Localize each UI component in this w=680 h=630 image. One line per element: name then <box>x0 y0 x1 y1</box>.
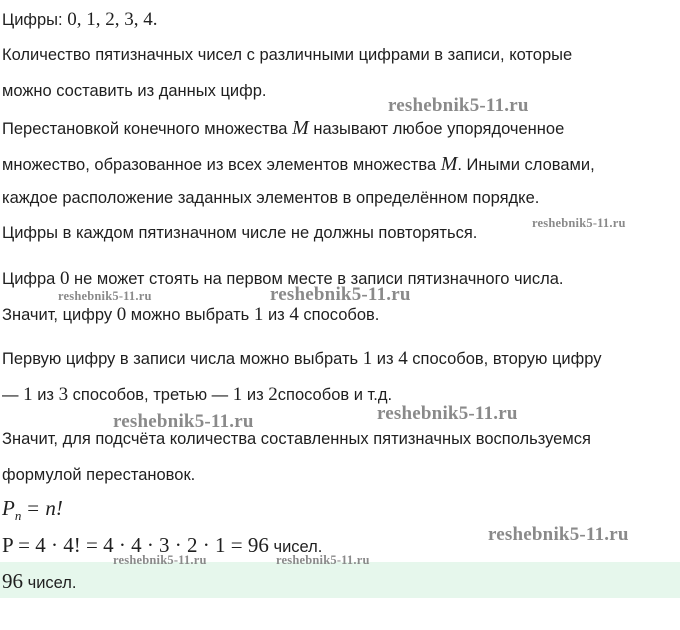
text: Первую цифру в записи числа можно выбрать <box>2 350 359 368</box>
set-symbol: M <box>292 117 309 139</box>
text: из <box>376 350 394 368</box>
text: Значит, цифру <box>2 306 113 324</box>
watermark: reshebnik5-11.ru <box>377 403 518 424</box>
second-digit-line <box>2 384 392 406</box>
set-symbol: M <box>440 153 458 175</box>
watermark: reshebnik5-11.ru <box>488 524 629 545</box>
answer-value: 96 <box>2 569 23 593</box>
formula-subscript: n <box>14 508 22 523</box>
math-number: 1 <box>253 304 264 325</box>
definition-line-3: каждое расположение заданных элементов в определённом порядке. <box>2 189 540 207</box>
text: не может стоять на первом месте в записи пятизначного числа. <box>74 270 564 288</box>
calculation-unit: чисел. <box>273 538 323 556</box>
math-number: 2 <box>268 384 278 405</box>
text: способов, вторую цифру <box>412 350 602 368</box>
calculation-expression: P = 4 · 4! = 4 · 4 · 3 · 2 · 1 = 96 <box>2 533 269 557</box>
math-number: 3 <box>58 384 69 405</box>
math-number: 1 <box>232 384 243 405</box>
digits-line <box>2 9 157 31</box>
formula-rhs: = n! <box>25 496 63 520</box>
no-repeat-line: Цифры в каждом пятизначном числе не должны повторяться. <box>2 224 478 242</box>
definition-text: называют любое упорядоченное <box>313 120 565 138</box>
watermark: reshebnik5-11.ru <box>270 284 411 305</box>
math-number: 1 <box>23 384 33 405</box>
math-number: 4 <box>398 348 408 369</box>
math-number: 1 <box>362 348 373 369</box>
formula-intro-line-1: Значит, для подсчёта количества составленных пятизначных воспользуемся <box>2 430 591 448</box>
zero-choice-line <box>2 304 379 326</box>
question-line-1: Количество пятизначных чисел с различными цифрами в записи, которые <box>2 46 573 64</box>
text: способов, третью — <box>72 386 229 404</box>
answer-line <box>2 569 77 594</box>
watermark: reshebnik5-11.ru <box>388 95 529 116</box>
digits-label: Цифры: <box>2 11 63 29</box>
watermark: reshebnik5-11.ru <box>113 553 207 567</box>
text: — <box>2 386 19 404</box>
question-line-2: можно составить из данных цифр. <box>2 82 267 100</box>
definition-text: Перестановкой конечного множества <box>2 120 288 138</box>
permutation-formula <box>2 496 63 524</box>
math-zero: 0 <box>116 304 127 325</box>
first-digit-line <box>2 348 601 370</box>
definition-text: . Иными словами, <box>457 156 595 174</box>
watermark: reshebnik5-11.ru <box>113 411 254 432</box>
watermark: reshebnik5-11.ru <box>276 553 370 567</box>
text: из <box>37 386 54 404</box>
answer-unit: чисел. <box>27 574 77 592</box>
formula-intro-line-2: формулой перестановок. <box>2 466 196 484</box>
definition-text: множество, образованное из всех элементов множества <box>2 156 437 174</box>
definition-line-1 <box>2 117 564 140</box>
definition-line-2 <box>2 153 595 176</box>
text: Цифра <box>2 270 56 288</box>
text: можно выбрать <box>130 306 250 324</box>
watermark: reshebnik5-11.ru <box>58 289 152 303</box>
text: из <box>246 386 264 404</box>
text: способов и т.д. <box>277 386 393 404</box>
formula-symbol: P <box>2 496 15 520</box>
text: из <box>267 306 285 324</box>
math-number: 4 <box>289 304 299 325</box>
digits-value: 0, 1, 2, 3, 4. <box>67 9 158 30</box>
math-zero: 0 <box>59 268 70 289</box>
text: способов. <box>303 306 380 324</box>
watermark: reshebnik5-11.ru <box>532 216 626 230</box>
